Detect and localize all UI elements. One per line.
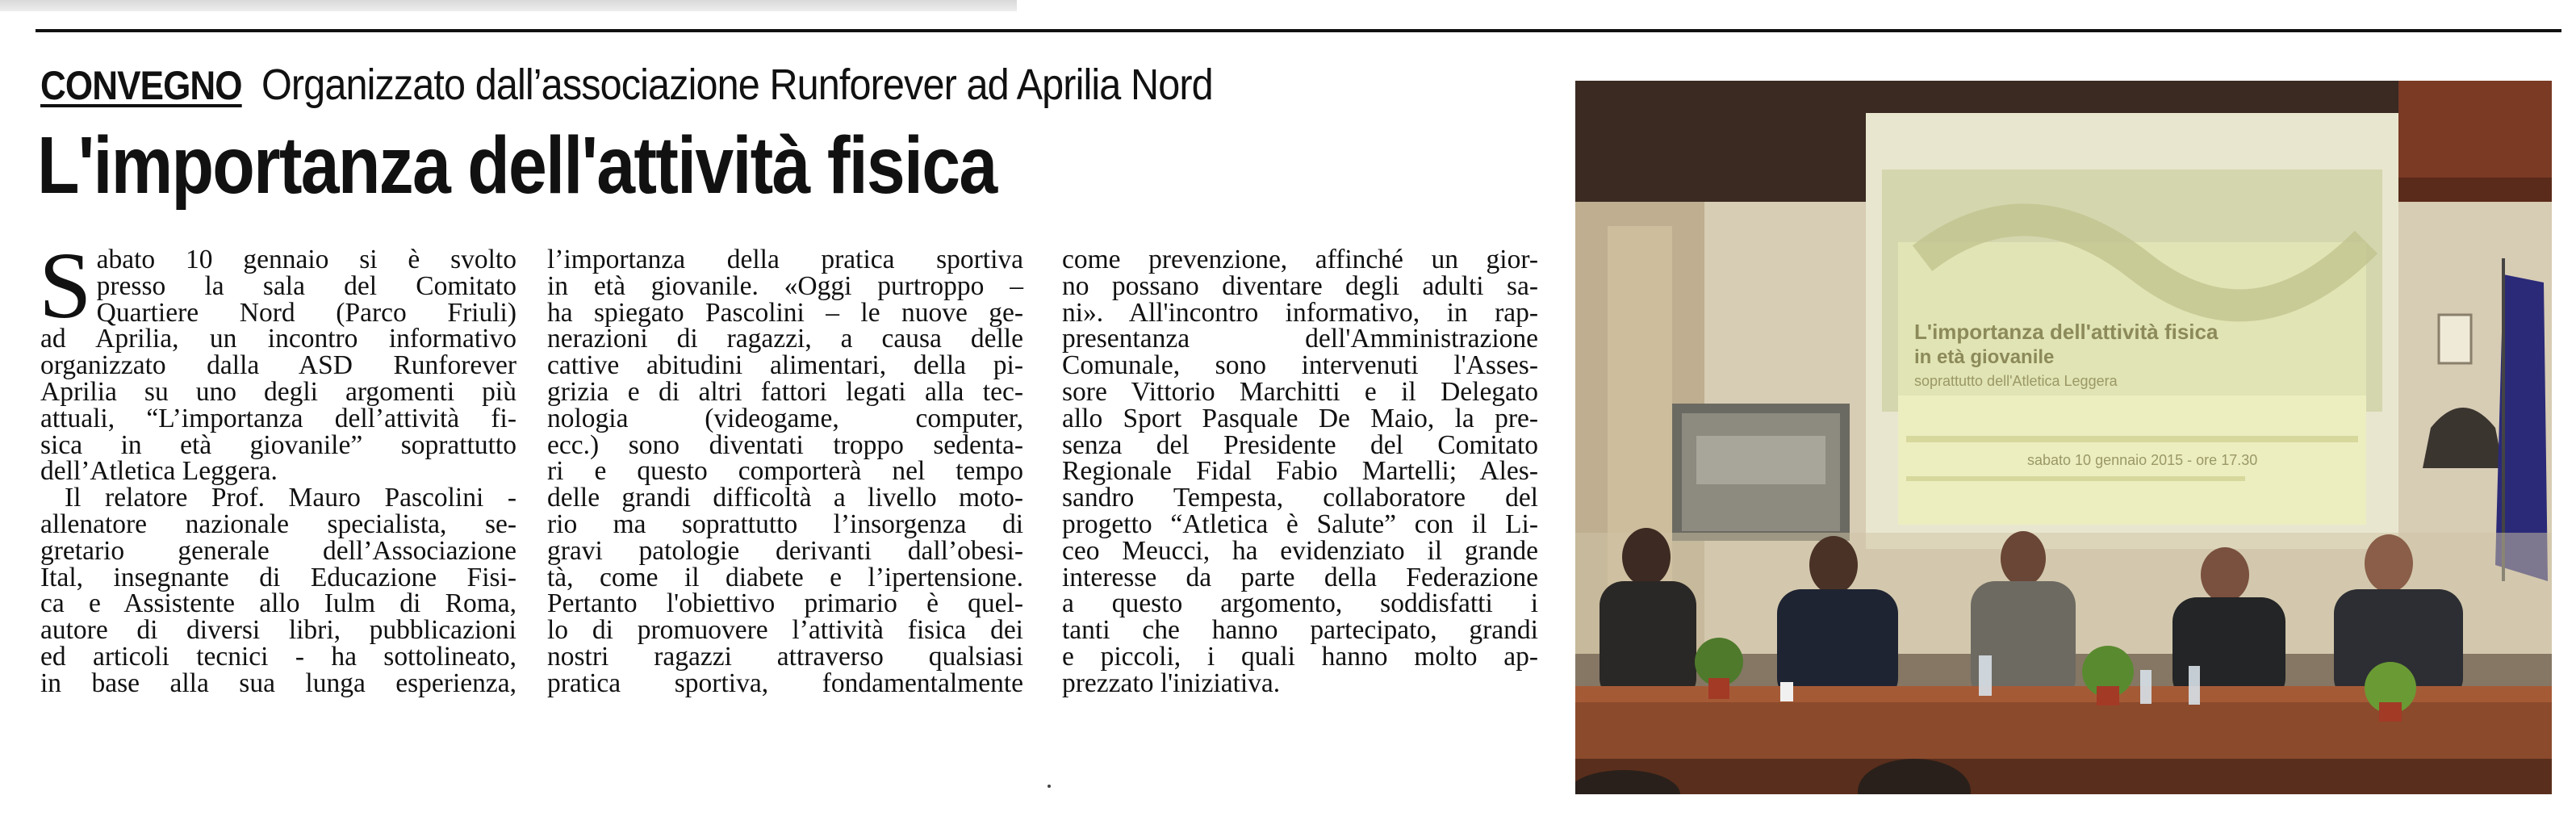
column-line: no possano diventare degli adulti sa-	[1062, 270, 1538, 301]
slide-subtitle: in età giovanile	[1914, 346, 2055, 368]
column-line: sandro Tempesta, collaboratore del	[1062, 483, 1538, 513]
article-column-1	[39, 232, 516, 812]
column-line: lo di promuovere l’attività fisica dei	[547, 615, 1023, 646]
column-line: ad Aprilia, un incontro informativo	[40, 324, 516, 354]
column-line: in base alla sua lunga esperienza,	[40, 668, 516, 698]
column-line: sica in età giovanile” soprattutto	[40, 429, 516, 460]
slide-line-3: soprattutto dell'Atletica Leggera	[1914, 373, 2118, 389]
column-line: ha spiegato Pascolini – le nuove ge-	[547, 297, 1023, 328]
column-line: delle grandi difficoltà a livello moto-	[547, 483, 1023, 513]
column-line: dell’Atletica Leggera.	[40, 456, 278, 487]
column-line: Ital, insegnante di Educazione Fisi-	[40, 562, 516, 592]
column-line: tà, come il diabete e l’ipertensione.	[547, 562, 1023, 592]
column-line: nologia (videogame, computer,	[547, 403, 1023, 433]
column-line: presentanza dell'Amministrazione	[1062, 324, 1538, 354]
headline: L'importanza dell'attività fisica	[37, 120, 997, 211]
column-line: gravi patologie derivanti dall’obesi-	[547, 535, 1023, 566]
column-line: attuali, “L’importanza dell’attività fi-	[40, 403, 516, 433]
column-line: autore di diversi libri, pubblicazioni	[40, 615, 516, 646]
column-line: pratica sportiva, fondamentalmente	[547, 668, 1023, 698]
dropcap: S	[39, 232, 92, 338]
column-separator-dot	[1048, 785, 1051, 788]
column-line: come prevenzione, affinché un gior-	[1062, 245, 1538, 274]
column-line: allo Sport Pasquale De Maio, la pre-	[1062, 403, 1538, 433]
column-line: allenatore nazionale specialista, se-	[40, 509, 516, 539]
column-line: Regionale Fidal Fabio Martelli; Ales-	[1062, 456, 1538, 487]
column-line: rio ma soprattutto l’insorgenza di	[547, 509, 1023, 539]
column-line: nerazioni di ragazzi, a causa delle	[547, 324, 1023, 354]
column-line: ceo Meucci, ha evidenziato il grande	[1062, 535, 1538, 566]
column-line: gretario generale dell’Associazione	[40, 535, 516, 566]
event-photo	[1575, 81, 2552, 794]
section-kicker: CONVEGNO	[40, 63, 242, 108]
column-line: nostri ragazzi attraverso qualsiasi	[547, 641, 1023, 672]
column-line: cattive abitudini alimentari, della pi-	[547, 350, 1023, 381]
column-line: a questo argomento, soddisfatti i	[1062, 588, 1538, 619]
column-line: senza del Presidente del Comitato	[1062, 429, 1538, 460]
article-column-3	[1062, 247, 1538, 812]
column-line: ed articoli tecnici - ha sottolineato,	[40, 641, 516, 672]
column-line: e piccoli, i quali hanno molto ap-	[1062, 641, 1538, 672]
column-line: tanti che hanno partecipato, grandi	[1062, 615, 1538, 646]
column-line: ni». All'incontro informativo, in rap-	[1062, 297, 1538, 328]
column-line: abato 10 gennaio si è svolto	[96, 245, 516, 274]
column-line: l’importanza della pratica sportiva	[547, 245, 1023, 274]
slide-title: L'importanza dell'attività fisica	[1914, 320, 2218, 344]
column-line: grizia e di altri fattori legati alla tec-	[547, 376, 1023, 407]
column-line: ca e Assistente allo Iulm di Roma,	[40, 588, 516, 619]
column-line: interesse da parte della Federazione	[1062, 562, 1538, 592]
column-line: organizzato dalla ASD Runforever	[40, 350, 516, 381]
column-line: progetto “Atletica è Salute” con il Li-	[1062, 509, 1538, 539]
column-line: in età giovanile. «Oggi purtroppo –	[547, 270, 1023, 301]
column-line: Comunale, sono intervenuti l'Asses-	[1062, 350, 1538, 381]
kicker-row	[40, 60, 1541, 121]
subheadline: Organizzato dall’associazione Runforever ad Aprilia Nord	[261, 61, 1213, 109]
column-line: Quartiere Nord (Parco Friuli)	[96, 297, 516, 328]
column-line: Il relatore Prof. Mauro Pascolini -	[65, 483, 516, 513]
photo-illustration	[1575, 81, 2552, 794]
top-page-strip	[0, 0, 1017, 11]
article-column-2	[547, 247, 1023, 812]
column-line: presso la sala del Comitato	[96, 270, 516, 301]
column-line: ri e questo comporterà nel tempo	[547, 456, 1023, 487]
column-line: prezzato l'iniziativa.	[1062, 668, 1281, 698]
column-line: ecc.) sono diventati troppo sedenta-	[547, 429, 1023, 460]
wall-lamp	[2439, 315, 2471, 363]
column-line: Pertanto l'obiettivo primario è quel-	[547, 588, 1023, 619]
top-rule	[36, 29, 2561, 32]
column-line: Aprilia su uno degli argomenti più	[40, 376, 516, 407]
column-line: sore Vittorio Marchitti e il Delegato	[1062, 376, 1538, 407]
slide-date: sabato 10 gennaio 2015 - ore 17.30	[2027, 452, 2258, 468]
